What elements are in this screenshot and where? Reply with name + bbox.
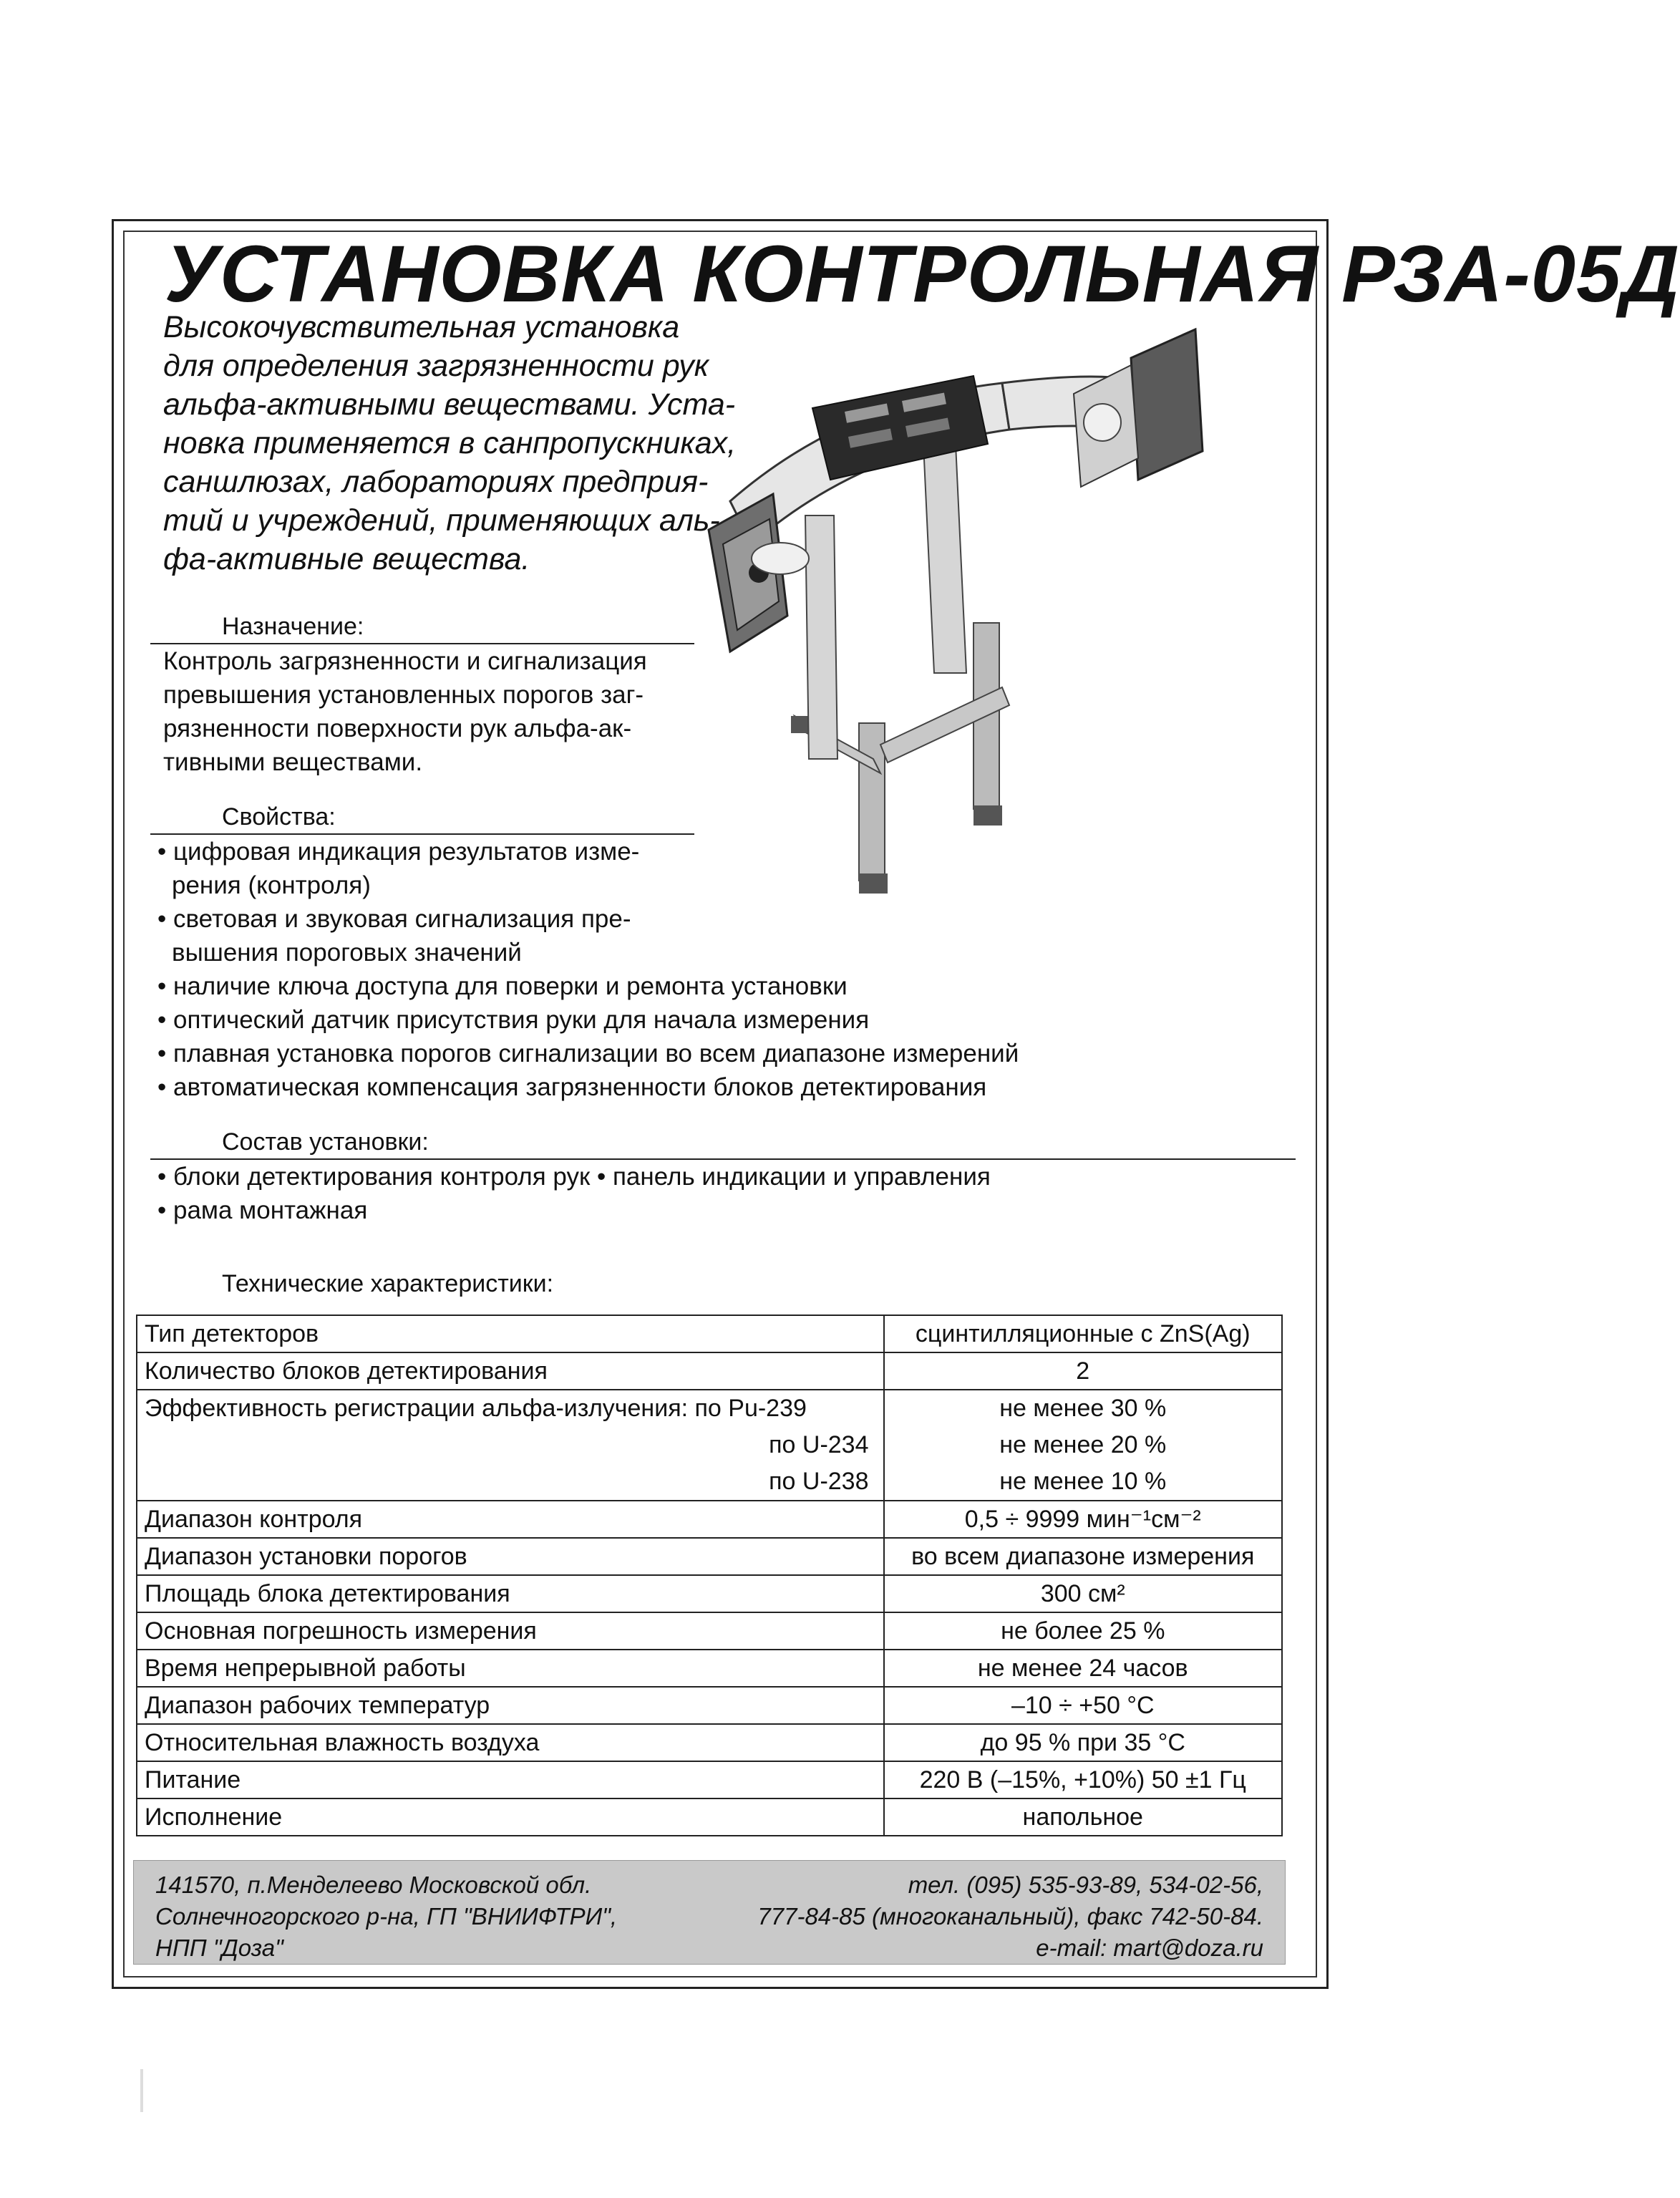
contact-box [133,1860,1286,1965]
spec-value: 220 В (–15%, +10%) 50 ±1 Гц [884,1761,1283,1798]
phone-block [757,1869,1263,1964]
spec-value: напольное [884,1798,1283,1836]
control-panel [812,376,988,480]
property-item: • автоматическая компенсация загрязненности блоков детектирования [157,1070,1019,1104]
spec-param: Диапазон установки порогов [137,1538,884,1575]
spec-param: Относительная влажность воздуха [137,1724,884,1761]
table-row [137,1612,1282,1650]
intro-text [163,308,736,578]
spec-value: до 95 % при 35 °С [884,1724,1283,1761]
property-item: вышения пороговых значений [172,939,522,967]
property-item: • световая и звуковая сигнализация пре- [157,902,1019,936]
spec-param: Время непрерывной работы [137,1650,884,1687]
spec-param: Основная погрешность измерения [137,1612,884,1650]
spec-value: не менее 20 % [999,1431,1167,1458]
table-row [137,1650,1282,1687]
intro-line: альфа-активными веществами. Уста- [163,387,736,422]
spec-value: 0,5 ÷ 9999 мин⁻¹см⁻² [884,1501,1283,1538]
address-line: Солнечногорского р-на, ГП "ВНИИФТРИ", [155,1903,618,1930]
composition-item: • рама монтажная [157,1194,991,1227]
purpose-line: рязненности поверхности рук альфа-ак- [163,715,632,742]
spec-value: не менее 10 % [999,1468,1167,1495]
phone-line: 777-84-85 (многоканальный), факс 742-50-84. [757,1903,1263,1930]
table-row [137,1352,1282,1390]
intro-line: для определения загрязненности рук [163,349,709,383]
spec-param: Эффективность регистрации альфа-излучения: по Pu-239 [145,1395,807,1422]
spec-value-efficiency [884,1390,1283,1501]
detector-block-right [1131,329,1203,480]
spec-param: Исполнение [137,1798,884,1836]
column-left [805,515,837,759]
wheel [973,805,1002,826]
phone-line: тел. (095) 535-93-89, 534-02-56, [908,1872,1263,1898]
intro-line: саншлюзах, лабораториях предприя- [163,465,709,499]
product-photo [701,315,1303,924]
address-block [155,1869,617,1964]
property-item: • оптический датчик присутствия руки для начала измерения [157,1003,1019,1037]
property-item: • наличие ключа доступа для поверки и ремонта установки [157,969,1019,1003]
address-line: 141570, п.Менделеево Московской обл. [155,1872,592,1898]
spec-param: Диапазон рабочих температур [137,1687,884,1724]
address-line: НПП "Доза" [155,1935,283,1961]
spec-value: не менее 24 часов [884,1650,1283,1687]
spec-param: по U-234 [769,1431,869,1458]
spec-value: во всем диапазоне измерения [884,1538,1283,1575]
composition-list [157,1160,991,1227]
table-row [137,1390,1282,1501]
table-row [137,1687,1282,1724]
spec-param: Питание [137,1761,884,1798]
spec-value: –10 ÷ +50 °С [884,1687,1283,1724]
table-row [137,1575,1282,1612]
spec-param: Площадь блока детектирования [137,1575,884,1612]
composition-heading: Состав установки: [222,1128,429,1156]
specs-table [136,1315,1283,1836]
email-line: e-mail: mart@doza.ru [1036,1935,1263,1961]
table-row [137,1798,1282,1836]
property-item: рения (контроля) [172,871,371,899]
purpose-heading: Назначение: [222,613,364,640]
intro-line: фа-активные вещества. [163,542,530,576]
purpose-line: Контроль загрязненности и сигнализация [163,647,647,675]
properties-list [157,835,1019,1104]
spec-param: Тип детекторов [137,1315,884,1352]
purpose-text [163,644,647,779]
table-row [137,1538,1282,1575]
page-title: УСТАНОВКА КОНТРОЛЬНАЯ РЗА-05Д [165,229,1680,319]
spec-value: 2 [884,1352,1283,1390]
spec-param-efficiency [137,1390,884,1501]
specs-heading: Технические характеристики: [222,1270,554,1297]
spec-value: не более 25 % [884,1612,1283,1650]
property-item: • плавная установка порогов сигнализации во всем диапазоне измерений [157,1037,1019,1070]
spec-param: Количество блоков детектирования [137,1352,884,1390]
table-row [137,1501,1282,1538]
intro-line: новка применяется в санпропускниках, [163,426,737,460]
scan-artifact [140,2069,143,2112]
purpose-line: тивными веществами. [163,748,423,776]
table-row [137,1761,1282,1798]
spec-value: не менее 30 % [999,1395,1167,1422]
properties-heading: Свойства: [222,803,336,831]
table-row [137,1724,1282,1761]
table-row [137,1315,1282,1352]
composition-item: • блоки детектирования контроля рук • панель индикации и управления [157,1160,991,1194]
property-item: • цифровая индикация результатов изме- [157,835,1019,868]
spec-value: 300 см² [884,1575,1283,1612]
intro-line: тий и учреждений, применяющих аль- [163,503,720,538]
purpose-line: превышения установленных порогов заг- [163,681,644,709]
spec-param: Диапазон контроля [137,1501,884,1538]
column-right [923,444,966,673]
intro-line: Высокочувствительная установка [163,310,680,344]
spec-value: сцинтилляционные с ZnS(Ag) [884,1315,1283,1352]
spec-param: по U-238 [769,1468,869,1495]
